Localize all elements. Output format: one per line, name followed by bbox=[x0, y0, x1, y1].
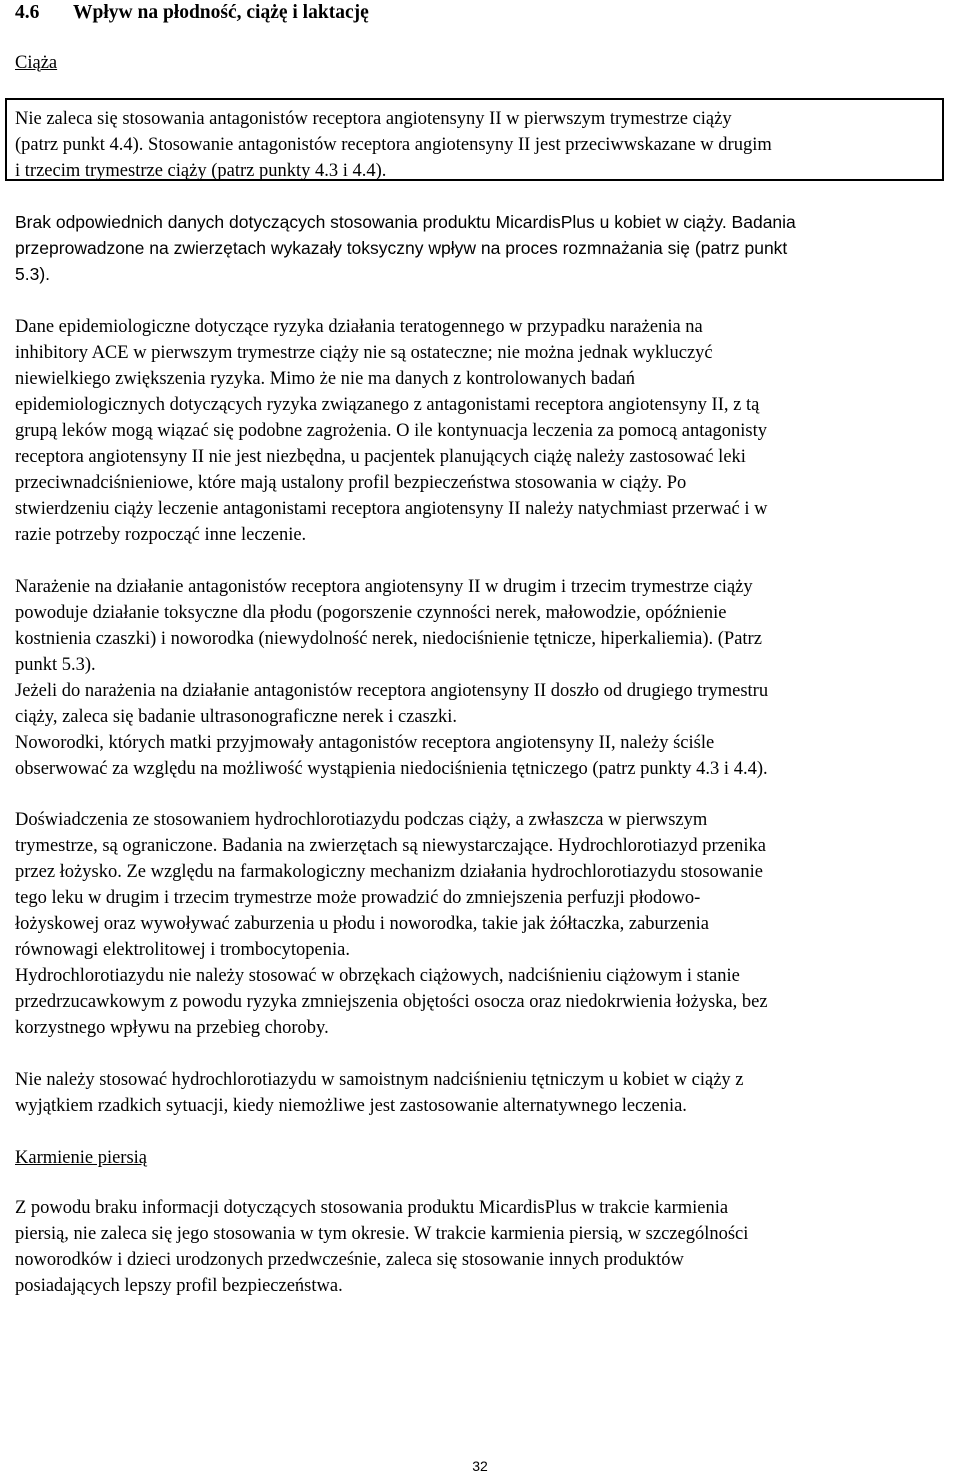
text-line: powoduje działanie toksyczne dla płodu (pogorszenie czynności nerek, małowodzie, opóźnienie bbox=[15, 603, 727, 623]
text-line: 5.3). bbox=[15, 264, 51, 284]
text-line: Hydrochlorotiazydu nie należy stosować w obrzękach ciążowych, nadciśnieniu ciążowym i stanie bbox=[15, 966, 740, 986]
paragraph-epidemiology bbox=[15, 314, 940, 548]
text-line: Brak odpowiednich danych dotyczących stosowania produktu MicardisPlus u kobiet w ciąży. Badania bbox=[15, 212, 796, 232]
text-line: przeciwnadciśnieniowe, które mają ustalony profil bezpieczeństwa stosowania w ciąży. Po bbox=[15, 473, 687, 493]
text-line: łożyskowej oraz wywoływać zaburzenia u płodu i noworodka, takie jak żółtaczka, zaburzenia bbox=[15, 914, 709, 934]
text-line: Z powodu braku informacji dotyczących stosowania produktu MicardisPlus w trakcie karmienia bbox=[15, 1198, 729, 1218]
text-line: korzystnego wpływu na przebieg choroby. bbox=[15, 1018, 329, 1038]
text-line: grupą leków mogą wiązać się podobne zagrożenia. O ile kontynuacja leczenia za pomocą antagonisty bbox=[15, 421, 768, 441]
paragraph-hypertension bbox=[15, 1067, 940, 1119]
section-heading bbox=[15, 2, 369, 24]
text-line: trymestrze, są ograniczone. Badania na zwierzętach są niewystarczające. Hydrochlorotiazyd przenika bbox=[15, 836, 766, 856]
text-line: Doświadczenia ze stosowaniem hydrochlorotiazydu podczas ciąży, a zwłaszcza w pierwszym bbox=[15, 810, 708, 830]
text-line: posiadających lepszy profil bezpieczeństwa. bbox=[15, 1276, 343, 1296]
text-line: piersią, nie zaleca się jego stosowania w tym okresie. W trakcie karmienia piersią, w szczególności bbox=[15, 1224, 749, 1244]
text-line: inhibitory ACE w pierwszym trymestrze ciąży nie są ostateczne; nie można jednak wykluczyć bbox=[15, 343, 713, 363]
paragraph-exposure bbox=[15, 574, 940, 782]
text-line: epidemiologicznych dotyczących ryzyka związanego z antagonistami receptora angiotensyny II, z tą bbox=[15, 395, 760, 415]
text-line: przedrzucawkowym z powodu ryzyka zmniejszenia objętości osocza oraz niedokrwienia łożyska, bez bbox=[15, 992, 768, 1012]
text-line: tego leku w drugim i trzecim trymestrze może prowadzić do zmniejszenia perfuzji płodowo- bbox=[15, 888, 701, 908]
text-line: równowagi elektrolitowej i trombocytopenia. bbox=[15, 940, 350, 960]
section-number: 4.6 bbox=[15, 2, 40, 23]
paragraph-data-lack bbox=[15, 209, 940, 287]
text-line: punkt 5.3). bbox=[15, 655, 96, 675]
text-line: receptora angiotensyny II nie jest niezbędna, u pacjentek planujących ciążę należy zastosować leki bbox=[15, 447, 746, 467]
text-line: niewielkiego zwiększenia ryzyka. Mimo że nie ma danych z kontrolowanych badań bbox=[15, 369, 636, 389]
text-line: Dane epidemiologiczne dotyczące ryzyka działania teratogennego w przypadku narażenia na bbox=[15, 317, 703, 337]
paragraph-hydrochlorothiazide bbox=[15, 807, 940, 1041]
text-line: obserwować za względu na możliwość wystąpienia niedociśnienia tętniczego (patrz punkty 4.3 i 4.4). bbox=[15, 759, 768, 779]
page-number: 32 bbox=[472, 1458, 488, 1474]
text-line: Nie zaleca się stosowania antagonistów receptora angiotensyny II w pierwszym trymestrze ciąży bbox=[15, 109, 732, 129]
boxed-paragraph bbox=[15, 106, 940, 184]
text-line: i trzecim trymestrze ciąży (patrz punkty 4.3 i 4.4). bbox=[15, 161, 387, 181]
text-line: wyjątkiem rzadkich sytuacji, kiedy niemożliwe jest zastosowanie alternatywnego leczenia. bbox=[15, 1096, 687, 1116]
paragraph-breastfeeding bbox=[15, 1195, 940, 1299]
text-line: razie potrzeby rozpocząć inne leczenie. bbox=[15, 525, 307, 545]
text-line: Jeżeli do narażenia na działanie antagonistów receptora angiotensyny II doszło od drugiego trymestru bbox=[15, 681, 769, 701]
text-line: stwierdzeniu ciąży leczenie antagonistami receptora angiotensyny II należy natychmiast przerwać i w bbox=[15, 499, 768, 519]
text-line: Narażenie na działanie antagonistów receptora angiotensyny II w drugim i trzecim trymestrze ciąży bbox=[15, 577, 753, 597]
text-line: Noworodki, których matki przyjmowały antagonistów receptora angiotensyny II, należy ściśle bbox=[15, 733, 715, 753]
subheading-breastfeeding: Karmienie piersią bbox=[15, 1148, 148, 1168]
section-title: Wpływ na płodność, ciążę i laktację bbox=[73, 2, 369, 23]
text-line: (patrz punkt 4.4). Stosowanie antagonistów receptora angiotensyny II jest przeciwwskazane w drugim bbox=[15, 135, 772, 155]
text-line: kostnienia czaszki) i noworodka (niewydolność nerek, niedociśnienie tętnicze, hiperkaliemia). (Patrz bbox=[15, 629, 762, 649]
text-line: noworodków i dzieci urodzonych przedwcześnie, zaleca się stosowanie innych produktów bbox=[15, 1250, 684, 1270]
text-line: Nie należy stosować hydrochlorotiazydu w samoistnym nadciśnieniu tętniczym u kobiet w ciąży z bbox=[15, 1070, 744, 1090]
subheading-pregnancy: Ciąża bbox=[15, 53, 58, 73]
text-line: przez łożysko. Ze względu na farmakologiczny mechanizm działania hydrochlorotiazydu stosowanie bbox=[15, 862, 763, 882]
text-line: przeprowadzone na zwierzętach wykazały toksyczny wpływ na proces rozmnażania się (patrz punkt bbox=[15, 238, 788, 258]
text-line: ciąży, zaleca się badanie ultrasonograficzne nerek i czaszki. bbox=[15, 707, 458, 727]
